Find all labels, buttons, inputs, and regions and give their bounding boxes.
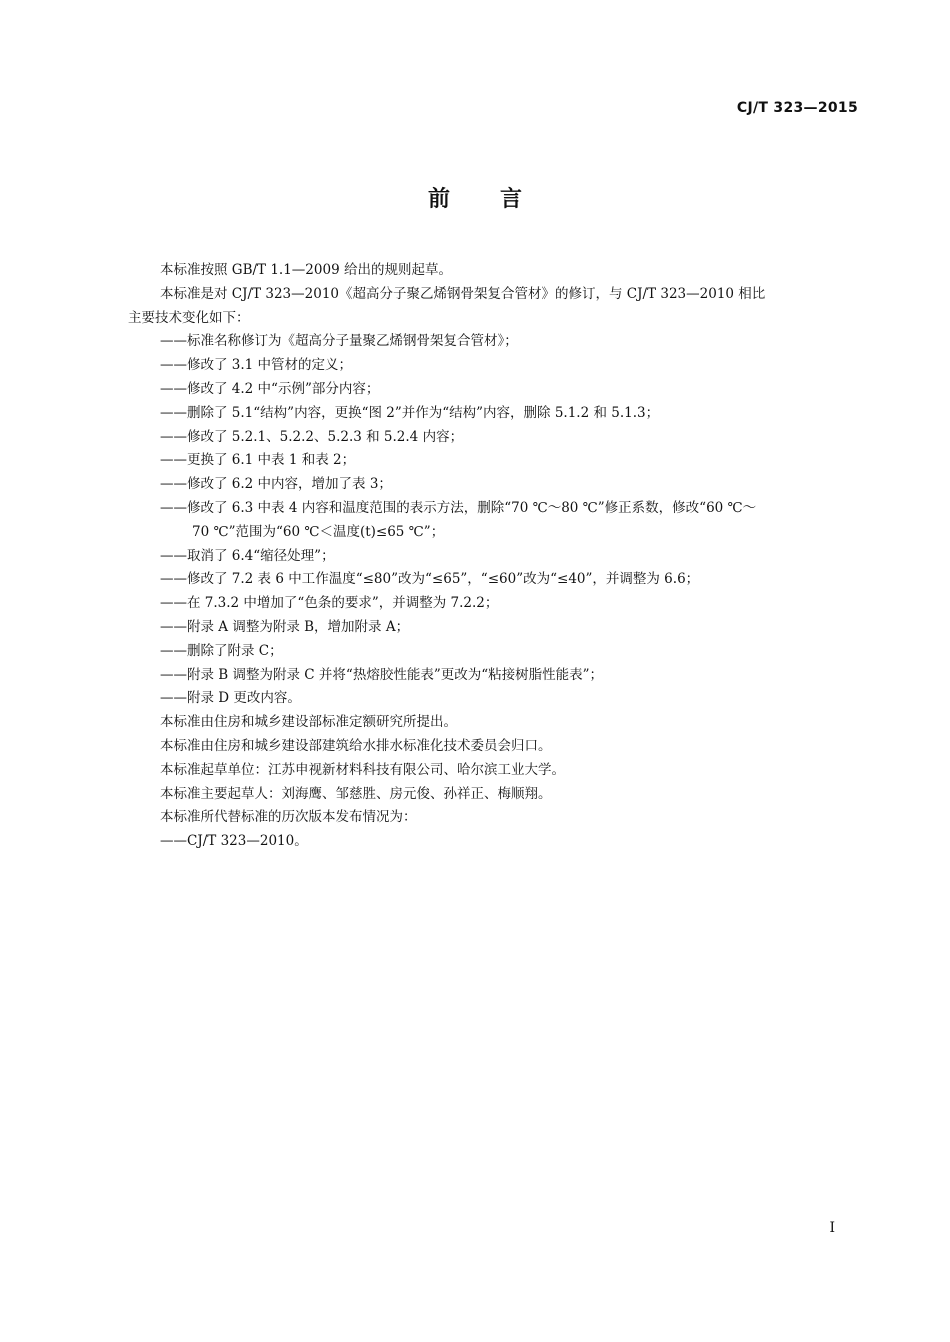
paragraph-revision-intro-line1: 本标准是对 CJ/T 323—2010《超高分子聚乙烯钢骨架复合管材》的修订，与 CJ/T 323—2010 相比 (160, 285, 766, 302)
paragraph-proposed-by: 本标准由住房和城乡建设部标准定额研究所提出。 (160, 714, 457, 731)
change-item: ——修改了 6.2 中内容，增加了表 3； (160, 476, 392, 493)
paragraph-drafting-rule: 本标准按照 GB/T 1.1—2009 给出的规则起草。 (160, 262, 452, 278)
paragraph-drafters: 本标准主要起草人：刘海鹰、邹慈胜、房元俊、孙祥正、梅顺翔。 (160, 785, 552, 802)
change-item: ——标准名称修订为《超高分子量聚乙烯钢骨架复合管材》； (160, 333, 518, 350)
paragraph-drafting-units: 本标准起草单位：江苏申视新材料科技有限公司、哈尔滨工业大学。 (160, 761, 565, 778)
standard-code: CJ/T 323—2015 (736, 100, 858, 116)
change-item: ——附录 B 调整为附录 C 并将“热熔胶性能表”更改为“粘接树脂性能表”； (160, 666, 604, 683)
change-item: ——更换了 6.1 中表 1 和表 2； (160, 452, 356, 469)
change-item: ——修改了 7.2 表 6 中工作温度“≤80”改为“≤65”，“≤60”改为“≤40”，并调整为 6.6； (160, 571, 700, 588)
change-item: ——删除了 5.1“结构”内容，更换“图 2”并作为“结构”内容，删除 5.1.2 和 5.1.3； (160, 404, 660, 421)
change-item: ——在 7.3.2 中增加了“色条的要求”，并调整为 7.2.2； (160, 595, 499, 612)
previous-edition-item: ——CJ/T 323—2010。 (160, 833, 308, 850)
change-item: ——修改了 5.2.1、5.2.2、5.2.3 和 5.2.4 内容； (160, 428, 464, 445)
paragraph-previous-editions: 本标准所代替标准的历次版本发布情况为： (160, 809, 417, 826)
change-item-temperature-line1: ——修改了 6.3 中表 4 内容和温度范围的表示方法，删除“70 ℃～80 ℃”修正系数，修改“60 ℃～ (160, 499, 757, 516)
change-item-temperature-line2: 70 ℃”范围为“60 ℃＜温度(t)≤65 ℃”； (192, 523, 445, 540)
paragraph-revision-intro-line2: 主要技术变化如下： (128, 309, 250, 326)
change-item: ——删除了附录 C； (160, 642, 283, 659)
foreword-body (128, 259, 860, 854)
change-item: ——附录 A 调整为附录 B，增加附录 A； (160, 618, 410, 635)
page-number: I (829, 1220, 835, 1236)
change-item: ——取消了 6.4“缩径处理”； (160, 547, 335, 564)
page-title: 前言 (427, 187, 572, 212)
paragraph-under-jurisdiction: 本标准由住房和城乡建设部建筑给水排水标准化技术委员会归口。 (160, 737, 552, 754)
change-item: ——修改了 4.2 中“示例”部分内容； (160, 380, 380, 397)
change-item: ——附录 D 更改内容。 (160, 690, 301, 707)
change-item: ——修改了 3.1 中管材的定义； (160, 357, 353, 374)
